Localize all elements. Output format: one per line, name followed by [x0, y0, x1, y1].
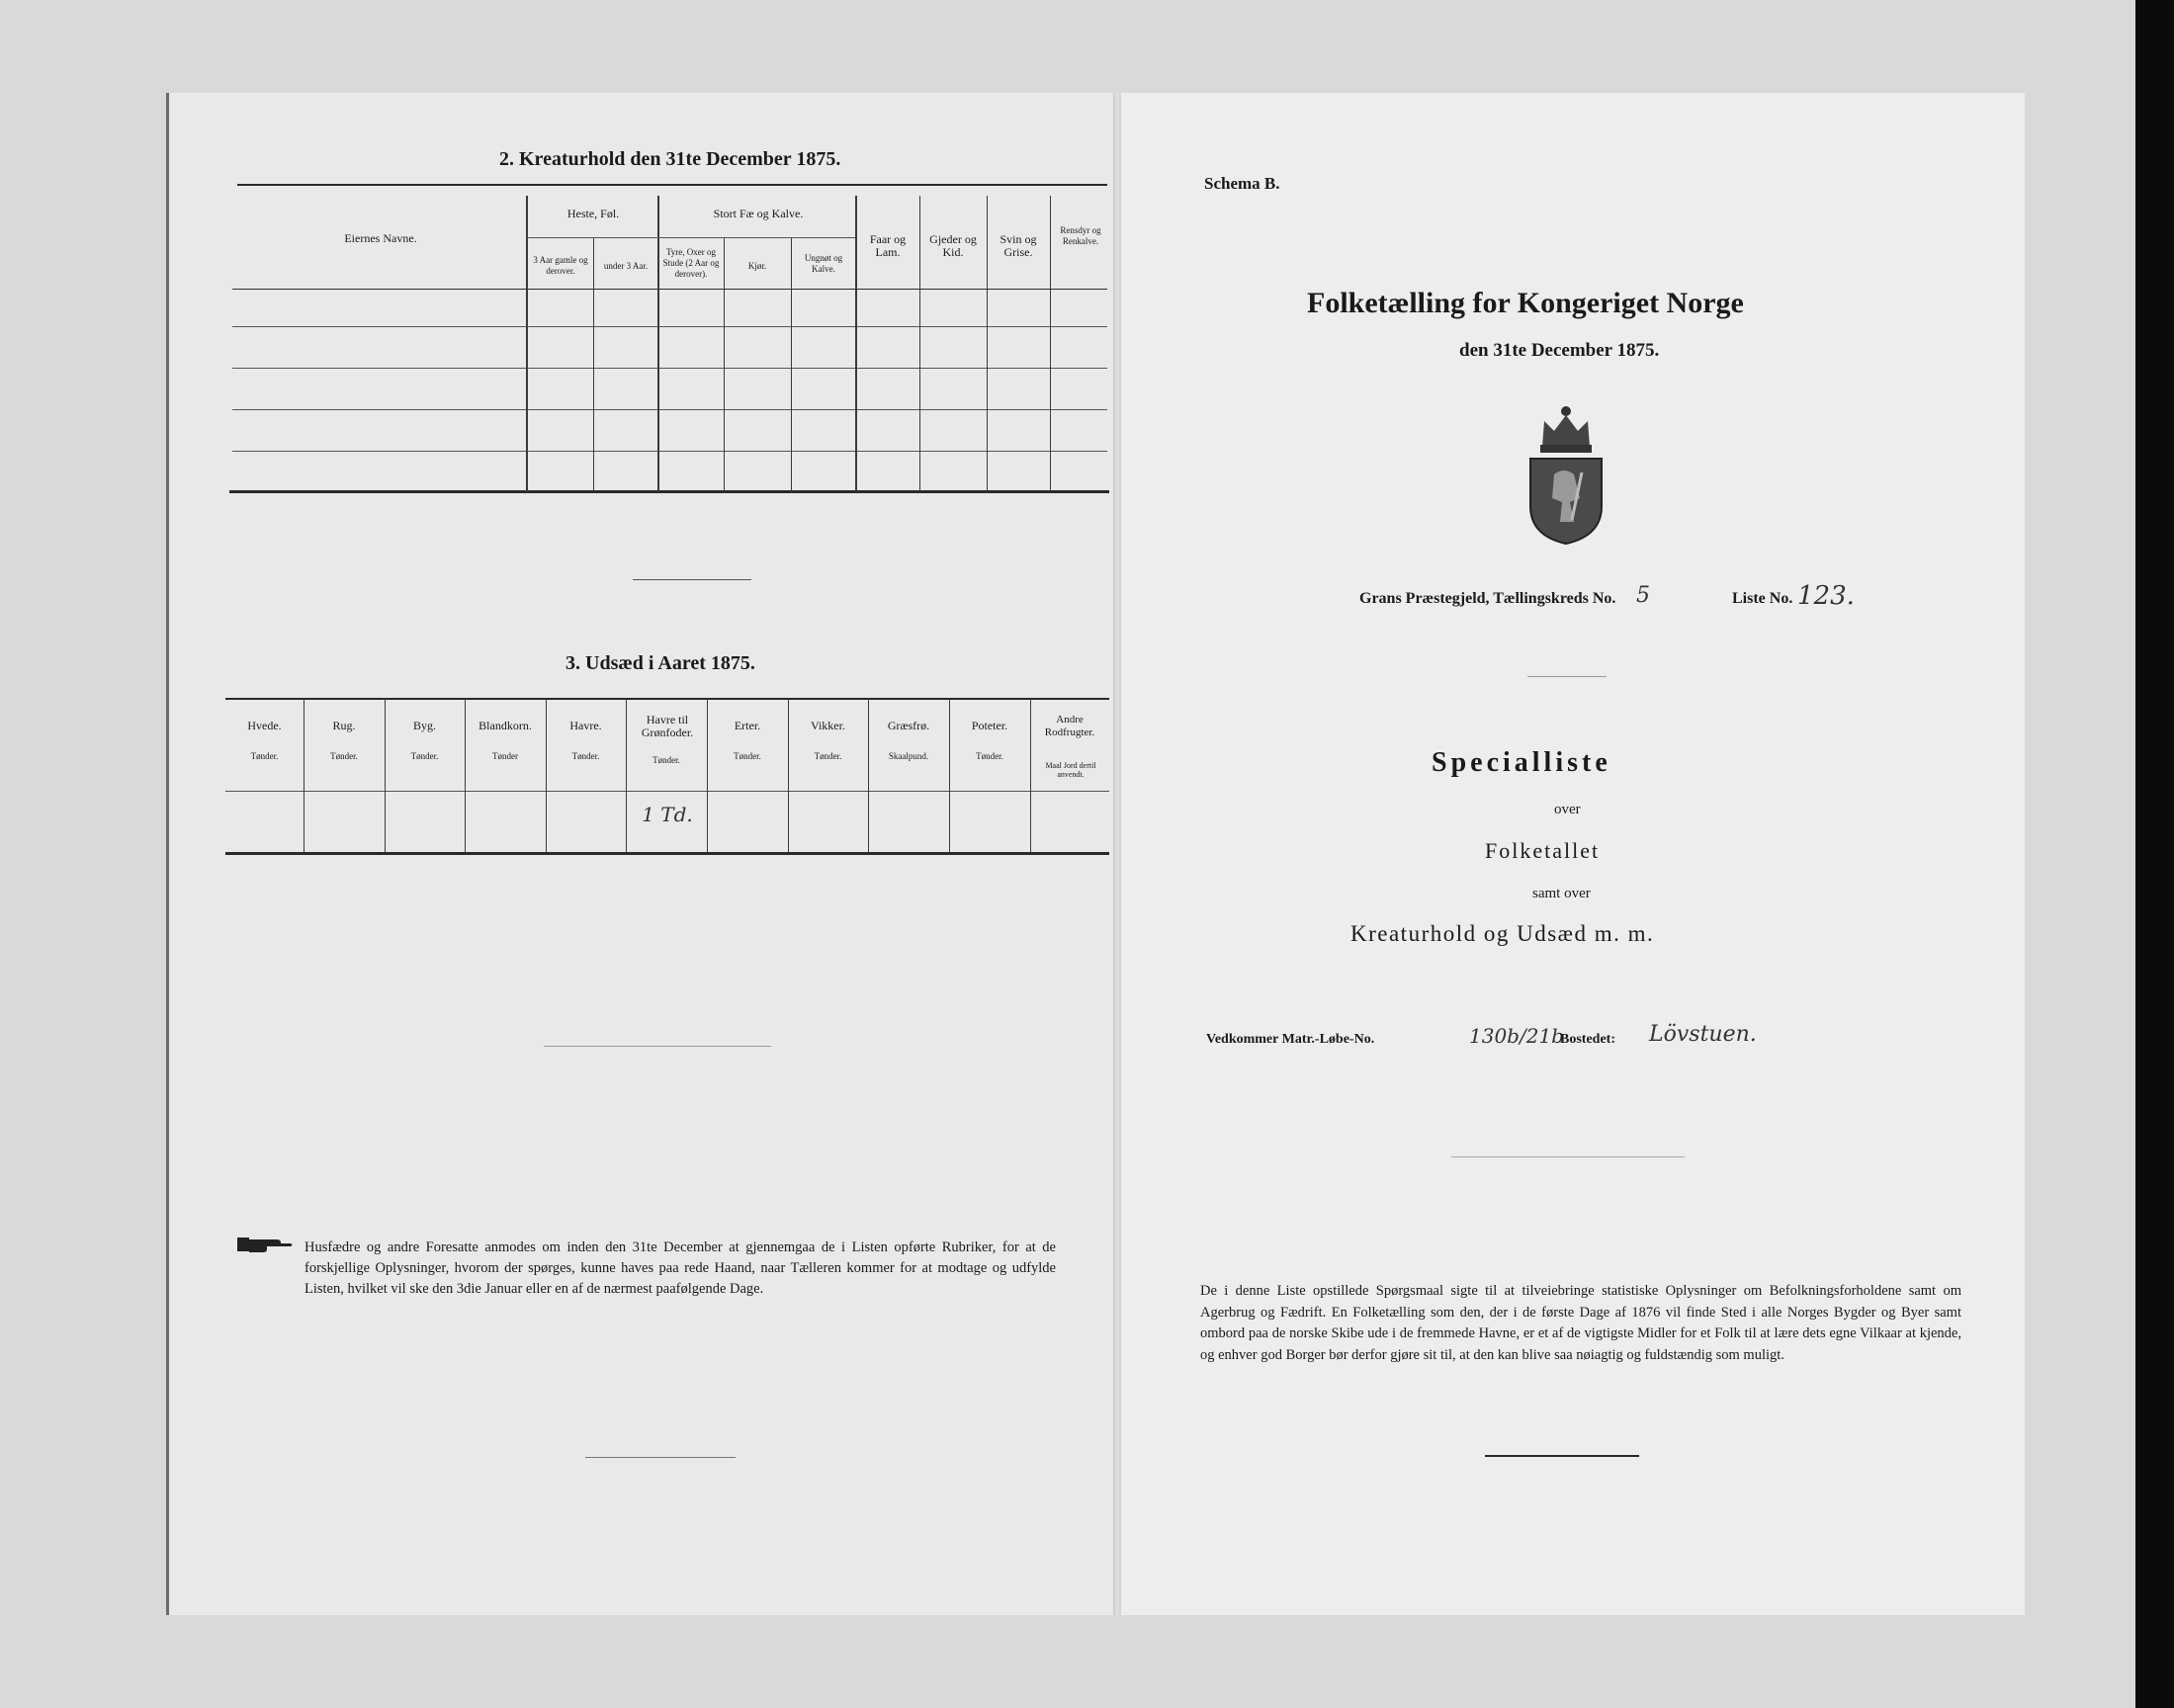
table2-subheader-line — [527, 237, 855, 238]
unit-hvede: Tønder. — [250, 751, 279, 761]
notice-text: Husfædre og andre Foresatte anmodes om inden den 31te December at gjennemgaa de i Listen opførte Rubriker, for at de forskjellige Oplysninger, hvorom der spørges, kunne haves paa rede Haand, naar Tælleren kommer for at modtage og udfylde Listen, hvilket vil ske den 3die Januar eller en af de nærmest paafølgende Dage. — [304, 1239, 1056, 1297]
havre-gronfoder-value: 1 Td. — [642, 803, 693, 826]
unit-byg: Tønder. — [410, 751, 439, 761]
table3-top-rule — [225, 698, 1109, 700]
district-no: 5 — [1636, 583, 1650, 608]
sub-ungnot: Ungnøt og Kalve. — [804, 253, 843, 274]
bosted-value: Lövstuen. — [1649, 1022, 1757, 1047]
col-andre-rodfrugter: Andre Rodfrugter. — [1044, 714, 1095, 738]
sub-tyre-oxer: Tyre, Oxer og Stude (2 Aar og derover). — [662, 247, 720, 279]
sub-kjor: Kjør. — [747, 261, 767, 271]
col-rensdyr: Rensdyr og Renkalve. — [1060, 225, 1101, 246]
table2-top-rule — [237, 184, 1107, 186]
decor-rule — [633, 579, 751, 580]
section3-title: 3. Udsæd i Aaret 1875. — [565, 652, 755, 674]
col-eiernes-navne: Eiernes Navne. — [344, 231, 417, 245]
table2-col-line — [791, 237, 792, 492]
title-date: den 31te December 1875. — [1459, 340, 1660, 361]
table2-col-line — [855, 196, 857, 492]
unit-blandkorn: Tønder — [492, 751, 518, 761]
table3-header-rule — [225, 791, 1109, 792]
decor-rule — [544, 1046, 771, 1047]
unit-graesfro: Skaalpund. — [888, 751, 929, 761]
col-havre-gronfoder: Havre til Grønfoder. — [641, 713, 694, 739]
table2-col-line — [919, 196, 920, 492]
pointing-hand-icon — [237, 1234, 295, 1255]
table2-row-line — [232, 326, 1107, 327]
table2-bottom-rule — [229, 490, 1109, 493]
table2-col-line — [526, 196, 528, 492]
table3-bottom-rule — [225, 852, 1109, 855]
table3-col-line — [1030, 698, 1031, 852]
col-erter: Erter. — [734, 719, 761, 732]
unit-erter: Tønder. — [734, 751, 761, 761]
over-text: over — [1554, 802, 1581, 817]
table3-col-line — [626, 698, 627, 852]
unit-poteter: Tønder. — [976, 751, 1003, 761]
specialliste-heading: Specialliste — [1432, 747, 1611, 778]
coat-of-arms-icon — [1524, 403, 1608, 546]
sub-heste-under3: under 3 Aar. — [603, 261, 649, 271]
col-faar: Faar og Lam. — [869, 232, 907, 259]
col-gjeder: Gjeder og Kid. — [929, 232, 977, 259]
col-storfe: Stort Fæ og Kalve. — [713, 207, 804, 220]
col-byg: Byg. — [412, 719, 436, 732]
samt-over-text: samt over — [1532, 886, 1591, 901]
decor-rule — [1527, 676, 1607, 677]
col-vikker: Vikker. — [811, 719, 845, 732]
col-poteter: Poteter. — [971, 719, 1008, 732]
matr-value: 130b/21b — [1469, 1024, 1564, 1048]
col-blandkorn: Blandkorn. — [478, 719, 532, 732]
col-hvede: Hvede. — [247, 719, 282, 732]
table2-row-line — [232, 409, 1107, 410]
col-svin: Svin og Grise. — [1000, 232, 1037, 259]
bosted-label: Bostedet: — [1560, 1032, 1615, 1047]
col-havre: Havre. — [569, 719, 602, 732]
table2-col-line — [987, 196, 988, 492]
schema-label: Schema B. — [1204, 174, 1280, 193]
table2-col-line — [593, 237, 594, 492]
unit-havre: Tønder. — [571, 751, 600, 761]
kreaturhold-text: Kreaturhold og Udsæd m. m. — [1350, 921, 1655, 946]
unit-havre-gronfoder: Tønder. — [652, 755, 680, 765]
sub-heste-3aar: 3 Aar gamle og derover. — [533, 255, 588, 276]
col-graesfro: Græsfrø. — [887, 719, 930, 732]
unit-andre-rodfrugter: Maal Jord dertil anvendt. — [1045, 761, 1096, 779]
table2-col-line — [1050, 196, 1051, 492]
info-paragraph: De i denne Liste opstillede Spørgsmaal sigte til at tilveiebringe statistiske Oplysninger om Befolkningsforholdene samt om Agerbrug og Fædrift. En Folketælling som den, der i de første Dage af 1876 vil finde Sted i alle Norges Bygder og Byer samt ombord paa de norske Skibe ude i de fremmede Havne, er et af de vigtigste Midler for et Folk til at lære dets egne Vilkaar at kjende, og enhver god Borger bør derfor gjøre sit til, at den kan blive saa nøiagtig og fuldstændig som muligt. — [1200, 1283, 1961, 1363]
table2-col-line — [657, 196, 659, 492]
liste-no: 123. — [1797, 581, 1855, 611]
unit-vikker: Tønder. — [814, 751, 842, 761]
district-prefix: Grans Præstegjeld, Tællingskreds No. — [1359, 590, 1616, 607]
table2-header-rule — [232, 289, 1107, 290]
liste-label: Liste No. — [1732, 590, 1793, 607]
decor-rule — [1451, 1156, 1685, 1157]
folketallet-text: Folketallet — [1485, 838, 1601, 863]
col-heste: Heste, Føl. — [566, 207, 620, 220]
table2-row-line — [232, 451, 1107, 452]
main-title: Folketælling for Kongeriget Norge — [1307, 287, 1744, 319]
decor-rule — [1485, 1455, 1639, 1457]
book-spine — [1113, 93, 1121, 1615]
section2-title: 2. Kreaturhold den 31te December 1875. — [499, 148, 841, 170]
matr-label: Vedkommer Matr.-Løbe-No. — [1206, 1032, 1375, 1047]
unit-rug: Tønder. — [330, 751, 358, 761]
decor-rule — [585, 1457, 736, 1458]
table2-row-line — [232, 368, 1107, 369]
col-rug: Rug. — [332, 719, 356, 732]
table2-col-line — [724, 237, 725, 492]
